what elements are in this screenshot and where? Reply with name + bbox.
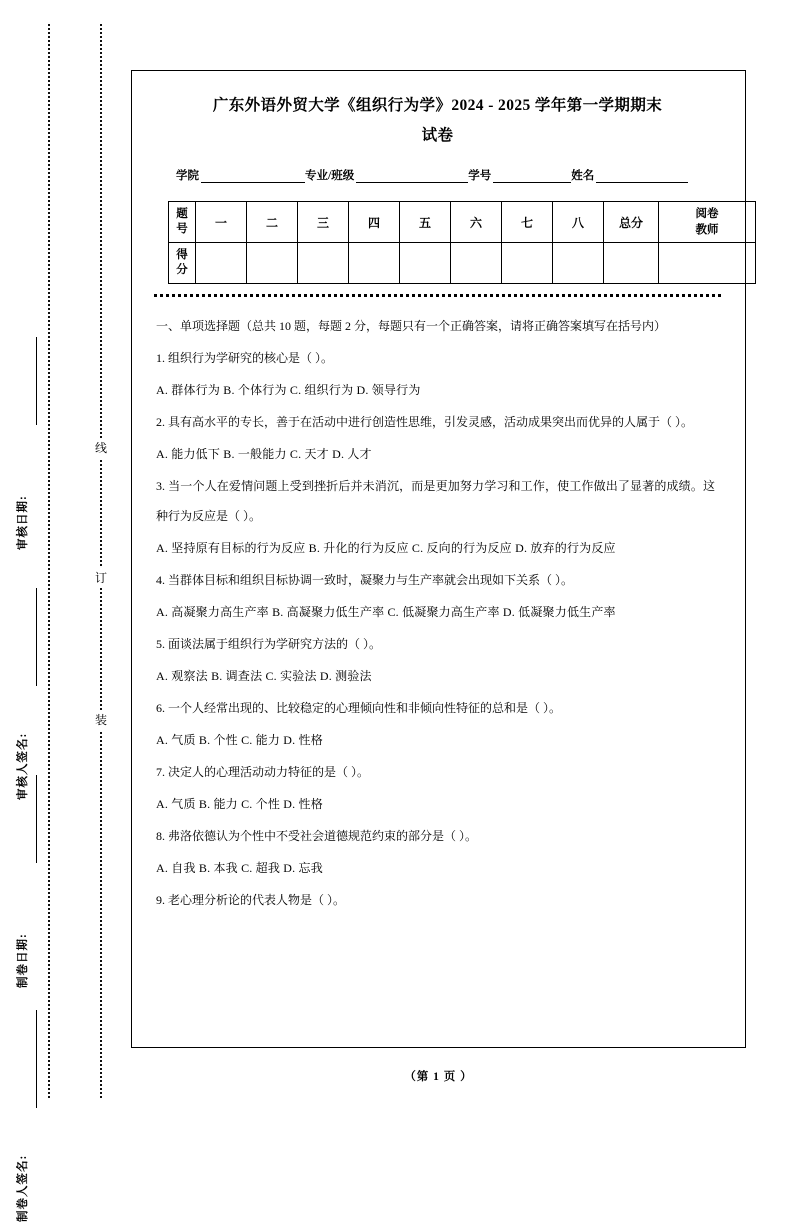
rowhead-question-char1: 题 [176,208,188,220]
grader-label-line2: 教师 [695,224,719,236]
page-title-line2: 试卷 [421,127,454,144]
score-cell-grader[interactable] [659,243,756,284]
score-table-rowhead-question [169,202,196,243]
score-table-col-5: 五 [400,202,451,243]
binding-sidebar [0,0,131,1222]
question-7-options[interactable]: A. 气质 B. 能力 C. 个性 D. 性格 [156,797,323,811]
score-table-rowhead-score [169,243,196,284]
question-4-stem: 4. 当群体目标和组织目标协调一致时，凝聚力与生产率就会出现如下关系（ ）。 [156,573,574,587]
field-major-class-input[interactable] [356,171,468,183]
question-8-options[interactable]: A. 自我 B. 本我 C. 超我 D. 忘我 [156,861,323,875]
score-cell-7[interactable] [502,243,553,284]
seal-char-assemble: 装 [93,710,109,730]
grader-label-line1: 阅卷 [695,208,719,220]
student-info-line [176,167,719,183]
rowhead-score-char2: 分 [176,264,188,276]
field-name-label: 姓名 [571,170,595,182]
sidebar-rule-author-signature [36,1010,37,1108]
sidebar-label-review-date: 审核日期: [17,495,29,550]
field-name [571,167,688,183]
score-cell-5[interactable] [400,243,451,284]
score-table [168,201,756,284]
rowhead-question-char2: 号 [176,223,188,235]
question-3-options[interactable]: A. 坚持原有目标的行为反应 B. 升化的行为反应 C. 反向的行为反应 D. 放弃的行为反应 [156,541,616,555]
score-table-col-4: 四 [349,202,400,243]
page-title [164,91,711,151]
field-major-class-label: 专业/班级 [305,170,355,182]
score-cell-3[interactable] [298,243,349,284]
question-6-options[interactable]: A. 气质 B. 个性 C. 能力 D. 性格 [156,733,323,747]
question-5-options[interactable]: A. 观察法 B. 调查法 C. 实验法 D. 测验法 [156,669,372,683]
exam-page-frame [131,70,746,1048]
field-name-input[interactable] [596,171,688,183]
field-student-id [468,167,571,183]
question-8-stem: 8. 弗洛依德认为个性中不受社会道德规范约束的部分是（ ）。 [156,829,478,843]
question-1-options[interactable]: A. 群体行为 B. 个体行为 C. 组织行为 D. 领导行为 [156,383,421,397]
score-cell-1[interactable] [196,243,247,284]
page-title-line1: 广东外语外贸大学《组织行为学》2024 - 2025 学年第一学期期末 [212,97,663,114]
question-1-stem: 1. 组织行为学研究的核心是（ ）。 [156,351,334,365]
question-5-stem: 5. 面谈法属于组织行为学研究方法的（ ）。 [156,637,382,651]
field-major-class [305,167,468,183]
score-table-col-6: 六 [451,202,502,243]
sidebar-rule-review-date [36,337,37,425]
table-row-scores [169,243,756,284]
page-number-label: （第 1 页 ） [404,1071,473,1083]
section-title-choice: 一、单项选择题（总共 10 题，每题 2 分，每题只有一个正确答案，请将正确答案填写在括号内） [156,319,667,333]
score-table-col-7: 七 [502,202,553,243]
sidebar-label-author-signature: 制卷人签名: [17,1154,29,1222]
score-cell-total[interactable] [604,243,659,284]
seal-char-bind: 订 [93,568,109,588]
sidebar-label-reviewer-signature: 审核人签名: [17,732,29,800]
sidebar-label-paper-date: 制卷日期: [17,933,29,988]
seal-char-line: 线 [93,438,109,458]
score-table-col-1: 一 [196,202,247,243]
score-cell-2[interactable] [247,243,298,284]
question-9-stem: 9. 老心理分析论的代表人物是（ ）。 [156,893,346,907]
score-table-col-3: 三 [298,202,349,243]
question-3-stem: 3. 当一个人在爱情问题上受到挫折后并未消沉，而是更加努力学习和工作，使工作做出了显著的成绩。这种行为反应是（ ）。 [156,479,715,523]
field-college-label: 学院 [176,170,199,182]
score-cell-4[interactable] [349,243,400,284]
score-table-col-2: 二 [247,202,298,243]
question-2-options[interactable]: A. 能力低下 B. 一般能力 C. 天才 D. 人才 [156,447,372,461]
field-student-id-input[interactable] [493,171,571,183]
page-footer [131,1068,746,1084]
question-6-stem: 6. 一个人经常出现的、比较稳定的心理倾向性和非倾向性特征的总和是（ ）。 [156,701,562,715]
rowhead-score-char1: 得 [176,249,188,261]
section-divider [154,294,721,297]
binding-dotted-line-inner [100,24,102,1098]
sidebar-rule-paper-date [36,775,37,863]
field-student-id-label: 学号 [468,170,492,182]
table-row-question-numbers [169,202,756,243]
score-cell-8[interactable] [553,243,604,284]
question-4-options[interactable]: A. 高凝聚力高生产率 B. 高凝聚力低生产率 C. 低凝聚力高生产率 D. 低凝聚力低生产率 [156,605,616,619]
question-7-stem: 7. 决定人的心理活动动力特征的是（ ）。 [156,765,370,779]
question-body [156,311,715,915]
binding-dotted-line-outer [48,24,50,1098]
score-table-col-8: 八 [553,202,604,243]
score-table-col-total: 总分 [604,202,659,243]
score-table-col-grader [659,202,756,243]
sidebar-rule-reviewer-signature [36,588,37,686]
question-2-stem: 2. 具有高水平的专长，善于在活动中进行创造性思维，引发灵感，活动成果突出而优异的人属于（ ）。 [156,415,694,429]
field-college-input[interactable] [201,171,305,183]
score-cell-6[interactable] [451,243,502,284]
field-college [176,167,305,183]
